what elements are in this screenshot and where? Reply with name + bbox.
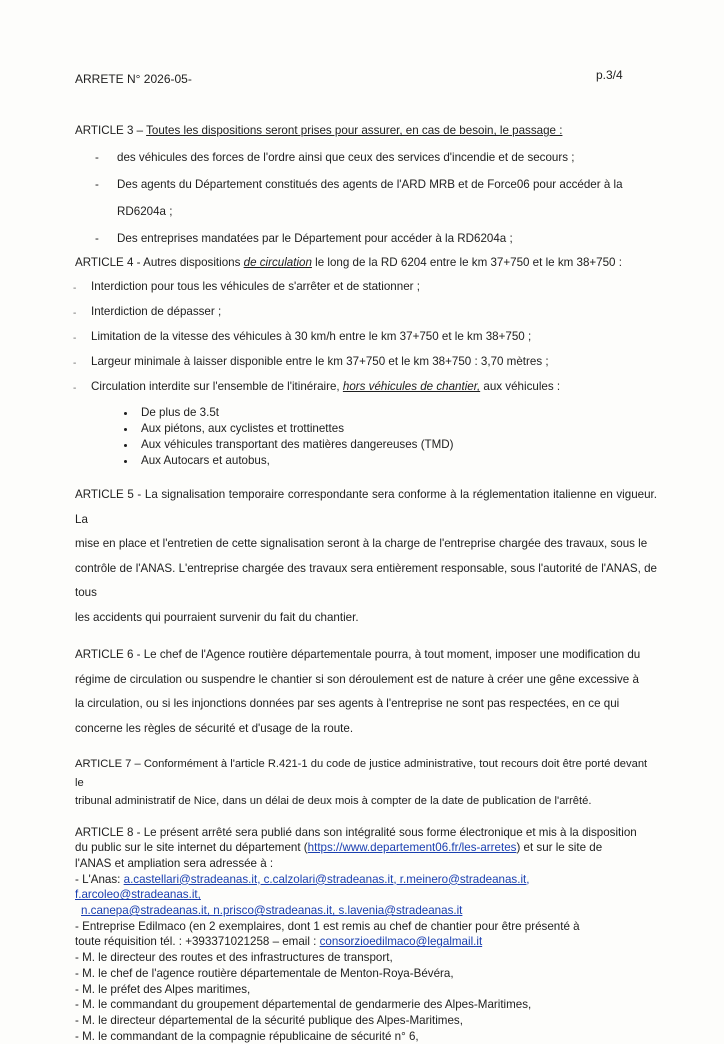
- edilmaco-email-link[interactable]: consorzioedilmaco@legalmail.it: [320, 935, 483, 948]
- edilmaco-contact-line: [75, 934, 657, 950]
- anas-recipient-line: [75, 872, 657, 903]
- list-item: - Interdiction de dépasser ;: [75, 299, 657, 324]
- paragraph-line: ARTICLE 5 - La signalisation temporaire correspondante sera conforme à la réglementation italienne en vigueur. La: [75, 483, 657, 532]
- anas-label: - L'Anas:: [75, 873, 124, 886]
- article-4-heading: [75, 252, 657, 274]
- paragraph-line: ARTICLE 6 - Le chef de l'Agence routière départementale pourra, à tout moment, imposer une modification du: [75, 643, 657, 668]
- recipient-line: - M. le directeur des routes et des infrastructures de transport,: [75, 950, 657, 966]
- vehicle-bullet-list: [75, 405, 657, 469]
- publication-text: du public sur le site internet du département (: [75, 841, 308, 854]
- list-item-continuation: RD6204a ;: [75, 198, 657, 225]
- article-7: [75, 755, 657, 811]
- edilmaco-contact-text: toute réquisition tél. : +393371021258 – email :: [75, 935, 320, 948]
- recipient-line: - M. le directeur départemental de la sécurité publique des Alpes-Maritimes,: [75, 1013, 657, 1029]
- recipient-line: - M. le chef de l'agence routière départementale de Menton-Roya-Bévéra,: [75, 966, 657, 982]
- list-item: - des véhicules des forces de l'ordre ainsi que ceux des services d'incendie et de secours ;: [75, 144, 657, 171]
- article-3-lead: Toutes les dispositions seront prises pour assurer, en cas de besoin, le passage :: [146, 124, 562, 137]
- recipient-line: - M. le préfet des Alpes maritimes,: [75, 982, 657, 998]
- article-8: [75, 825, 657, 1044]
- department-website-link[interactable]: https://www.departement06.fr/les-arretes: [308, 841, 517, 854]
- list-item: - Des entreprises mandatées par le Département pour accéder à la RD6204a ;: [75, 225, 657, 252]
- article-4: [75, 252, 657, 469]
- paragraph-line: la circulation, ou si les injonctions données par ses agents à l'entreprise ne sont pas respectées, en ce qui: [75, 692, 657, 717]
- paragraph-line: ARTICLE 7 – Conformément à l'article R.421-1 du code de justice administrative, tout recours doit être porté devant le: [75, 755, 657, 792]
- paragraph-line: l'ANAS et ampliation sera adressée à :: [75, 856, 657, 872]
- article-5: [75, 483, 657, 630]
- paragraph-line: [75, 840, 657, 856]
- anas-email-links[interactable]: a.castellari@stradeanas.it, c.calzolari@stradeanas.it, r.meinero@stradeanas.it, f.arcoleo@stradeanas.it,: [75, 873, 529, 902]
- article-3-separator: –: [133, 124, 146, 137]
- list-item: - Interdiction pour tous les véhicules de s'arrêter et de stationner ;: [75, 274, 657, 299]
- anas-email-links[interactable]: n.canepa@stradeanas.it, n.prisco@stradeanas.it, s.lavenia@stradeanas.it: [81, 904, 462, 917]
- list-item: [75, 374, 657, 399]
- article-3-list: [75, 144, 657, 252]
- page-number: p.3/4: [596, 68, 623, 82]
- list-item: - Limitation de la vitesse des véhicules à 30 km/h entre le km 37+750 et le km 38+750 ;: [75, 324, 657, 349]
- article-4-list: [75, 274, 657, 399]
- list-item: - Largeur minimale à laisser disponible entre le km 37+750 et le km 38+750 : 3,70 mètres ;: [75, 349, 657, 374]
- paragraph-line: contrôle de l'ANAS. L'entreprise chargée des travaux sera entièrement responsable, sous l'autorité de l'ANAS, de tous: [75, 557, 657, 606]
- bullet-item: • Aux véhicules transportant des matières dangereuses (TMD): [137, 437, 657, 453]
- circulation-text: Circulation interdite sur l'ensemble de l'itinéraire,: [91, 380, 343, 393]
- arrete-reference: ARRETE N° 2026-05-: [75, 72, 192, 86]
- circulation-tail: aux véhicules :: [480, 380, 560, 393]
- paragraph-line: mise en place et l'entretien de cette signalisation seront à la charge de l'entreprise chargée des travaux, sous le: [75, 532, 657, 557]
- paragraph-line: tribunal administratif de Nice, dans un délai de deux mois à compter de la date de publication de l'arrêté.: [75, 792, 657, 811]
- bullet-item: • Aux piétons, aux cyclistes et trottinettes: [137, 421, 657, 437]
- article-4-emphasis: de circulation: [244, 256, 312, 269]
- article-3-label: ARTICLE 3: [75, 124, 133, 137]
- document-body: [75, 117, 657, 1044]
- bullet-item: • Aux Autocars et autobus,: [137, 453, 657, 469]
- article-4-lead: ARTICLE 4 - Autres dispositions: [75, 256, 244, 269]
- recipient-line: - M. le commandant de la compagnie républicaine de sécurité n° 6,: [75, 1029, 657, 1044]
- anas-recipient-line: [75, 903, 657, 919]
- circulation-emphasis: hors véhicules de chantier,: [343, 380, 480, 393]
- publication-tail: ) et sur le site de: [516, 841, 602, 854]
- article-3-heading: [75, 117, 657, 144]
- article-6: [75, 643, 657, 741]
- article-4-tail: le long de la RD 6204 entre le km 37+750 et le km 38+750 :: [312, 256, 622, 269]
- edilmaco-recipient-line: - Entreprise Edilmaco (en 2 exemplaires, dont 1 est remis au chef de chantier pour être présenté à: [75, 919, 657, 935]
- list-item: - Des agents du Département constitués des agents de l'ARD MRB et de Force06 pour accéder à la: [75, 171, 657, 198]
- recipient-line: - M. le commandant du groupement départemental de gendarmerie des Alpes-Maritimes,: [75, 997, 657, 1013]
- paragraph-line: ARTICLE 8 - Le présent arrêté sera publié dans son intégralité sous forme électronique et mis à la disposition: [75, 825, 657, 841]
- bullet-item: • De plus de 3.5t: [137, 405, 657, 421]
- article-3: [75, 117, 657, 252]
- paragraph-line: les accidents qui pourraient survenir du fait du chantier.: [75, 606, 657, 631]
- paragraph-line: concerne les règles de sécurité et d'usage de la route.: [75, 717, 657, 742]
- paragraph-line: régime de circulation ou suspendre le chantier si son déroulement est de nature à créer une gêne excessive à: [75, 668, 657, 693]
